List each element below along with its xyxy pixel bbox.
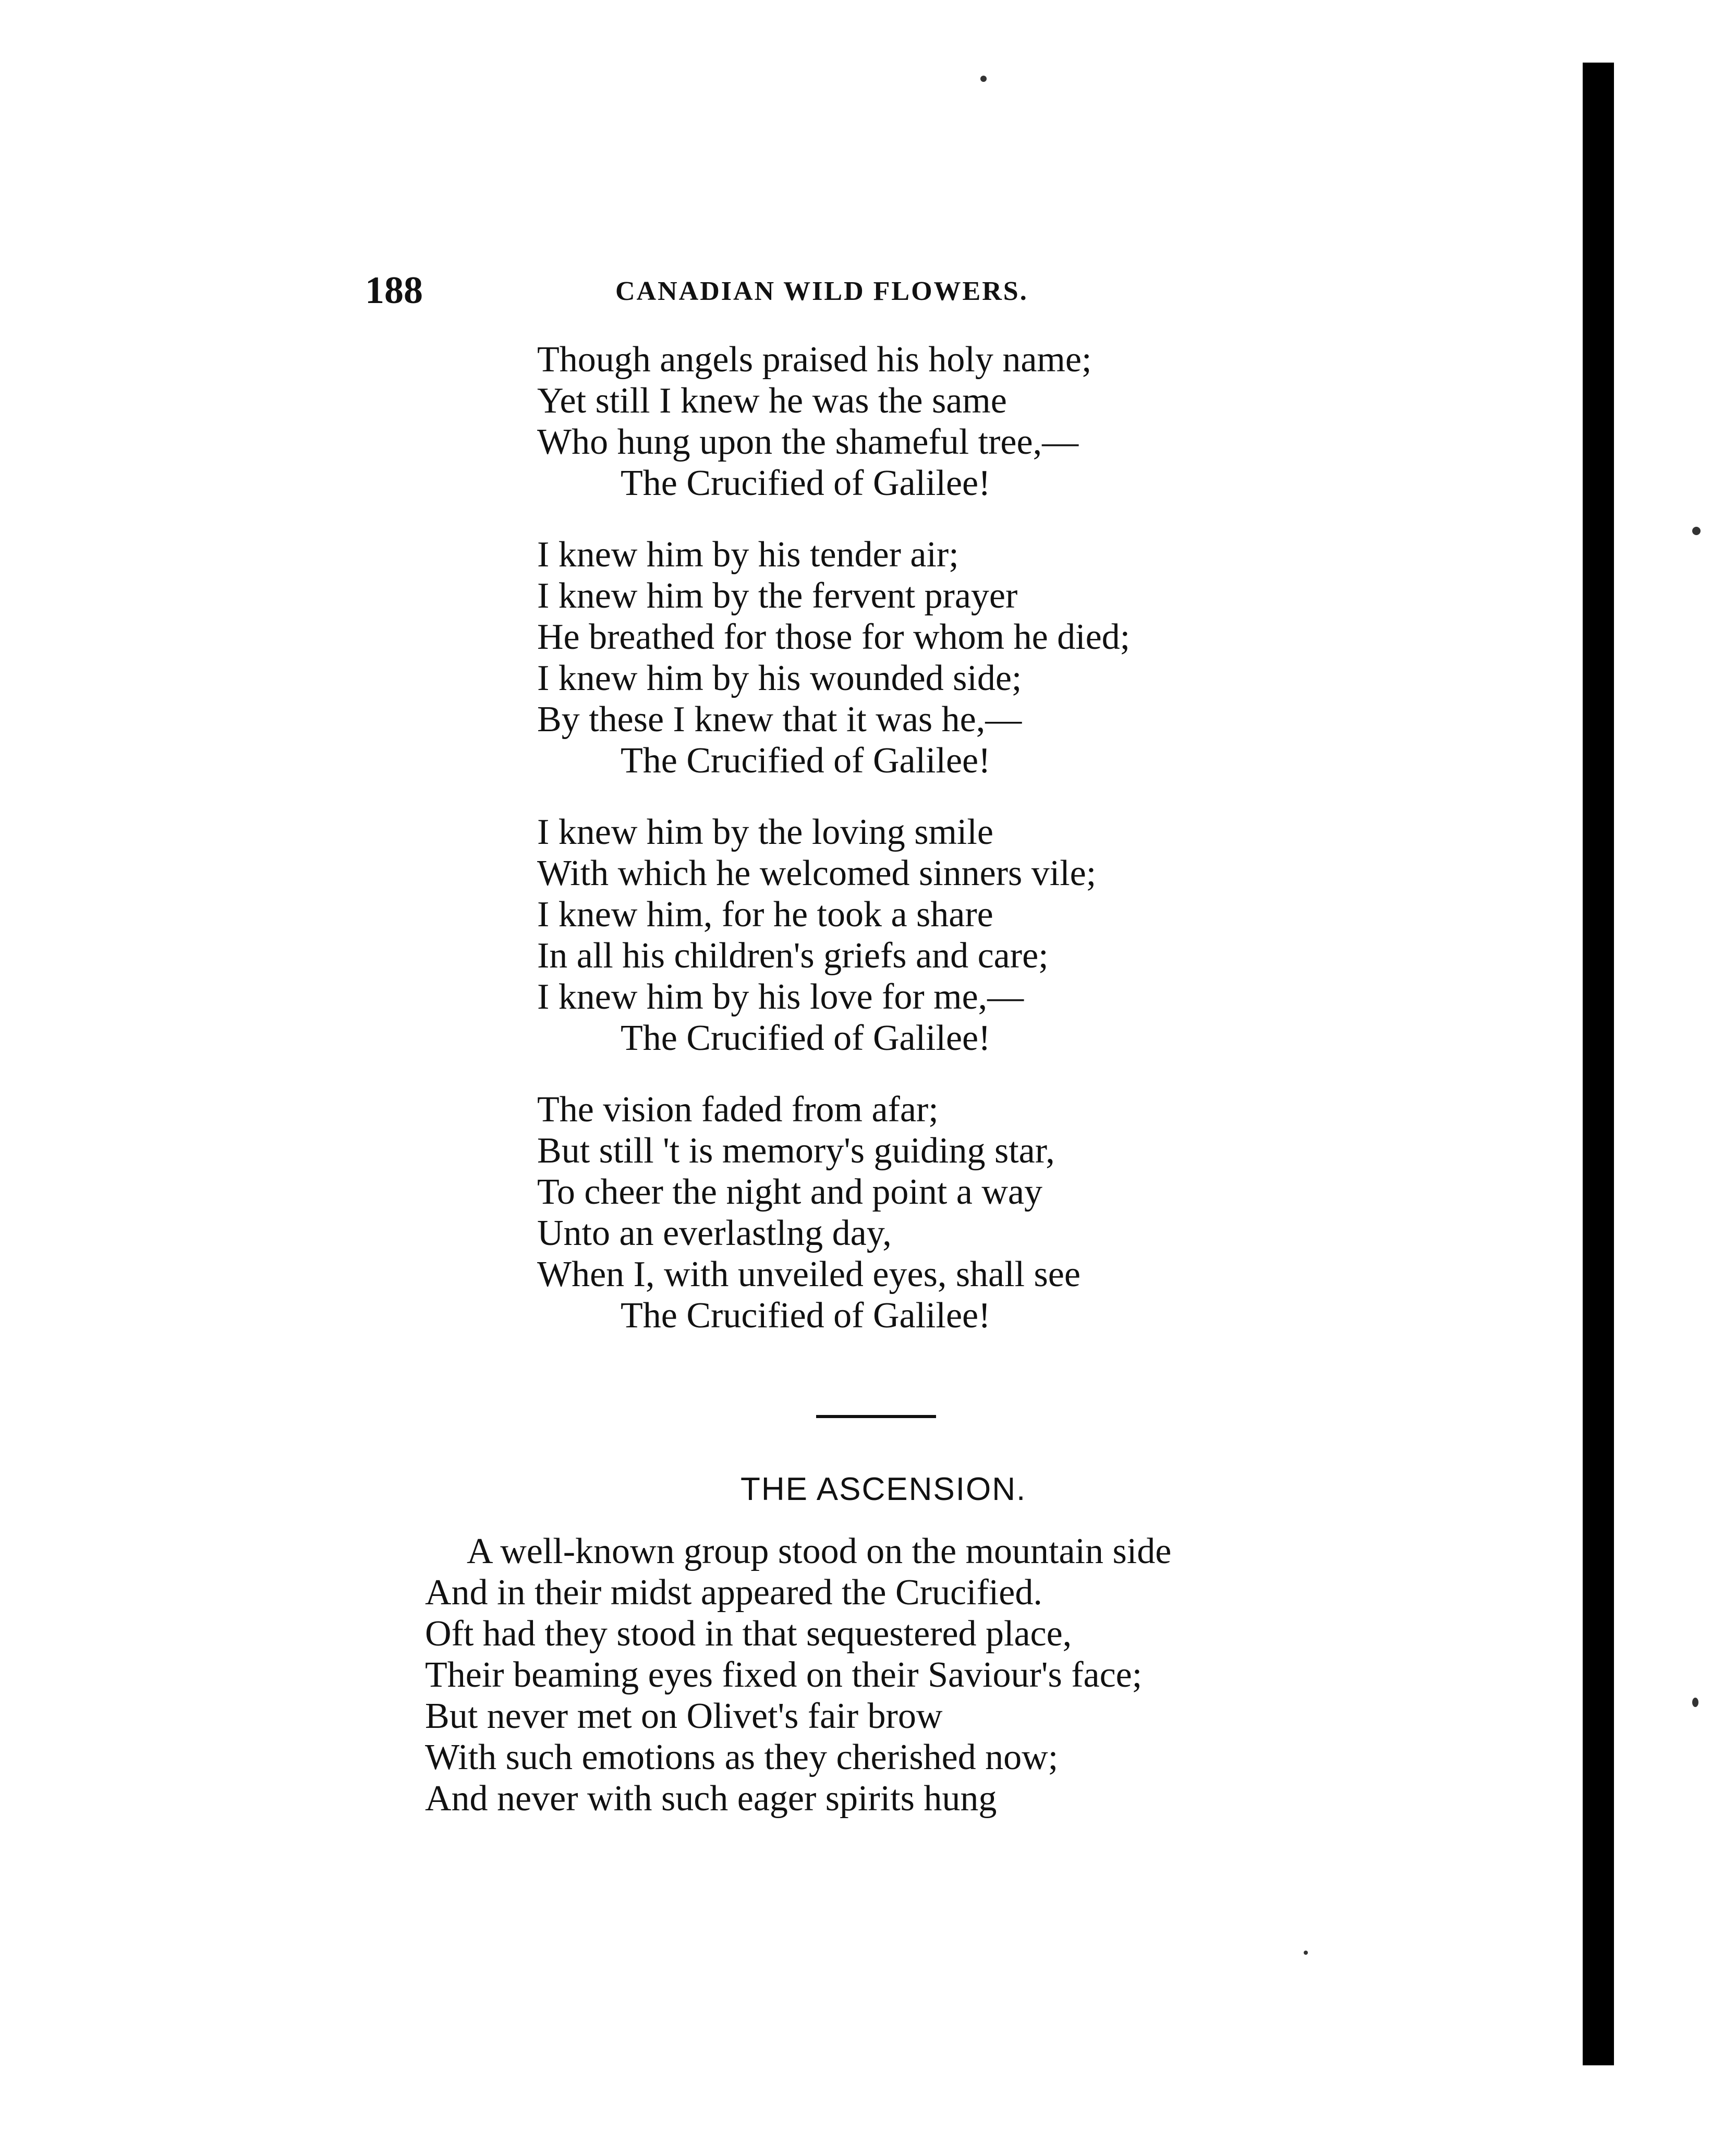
poem-line: He breathed for those for whom he died; (537, 617, 1131, 657)
poem-refrain: The Crucified of Galilee! (621, 1018, 991, 1058)
poem-refrain: The Crucified of Galilee! (621, 1296, 991, 1336)
ink-speck (1304, 1951, 1308, 1955)
ink-speck (1692, 527, 1701, 535)
ink-speck (1692, 1698, 1698, 1707)
poem-line: The vision faded from afar; (537, 1090, 939, 1130)
poem-line: Yet still I knew he was the same (537, 381, 1007, 421)
poem-line: To cheer the night and point a way (537, 1172, 1042, 1212)
stanza (537, 1089, 1450, 1336)
poem-line: A well-known group stood on the mountain side (467, 1531, 1172, 1571)
ascension-poem (425, 1531, 1458, 1819)
page-header (365, 269, 1199, 316)
stanza (537, 534, 1450, 781)
poem-line: I knew him, for he took a share (537, 894, 993, 935)
stanza (537, 339, 1450, 504)
section-divider (816, 1415, 936, 1418)
poem-line: With which he welcomed sinners vile; (537, 853, 1097, 893)
poem-line: And in their midst appeared the Crucified. (425, 1572, 1042, 1613)
poem-line: Unto an everlastlng day, (537, 1213, 892, 1253)
poem-line: I knew him by his love for me,— (537, 977, 1024, 1017)
poem-line: But never met on Olivet's fair brow (425, 1696, 943, 1736)
poem-line: In all his children's griefs and care; (537, 936, 1049, 976)
poem-line: I knew him by the loving smile (537, 812, 993, 852)
ink-speck (980, 76, 987, 82)
poem-line: Oft had they stood in that sequestered place, (425, 1614, 1072, 1654)
poem-line: I knew him by his tender air; (537, 535, 959, 575)
section-title: THE ASCENSION. (740, 1471, 1027, 1507)
stanza (537, 812, 1450, 1059)
running-head: CANADIAN WILD FLOWERS. (615, 276, 1028, 306)
poem-line: And never with such eager spirits hung (425, 1778, 997, 1819)
poem-refrain: The Crucified of Galilee! (621, 741, 991, 781)
poem-line: But still 't is memory's guiding star, (537, 1131, 1055, 1171)
poem-line: I knew him by the fervent prayer (537, 576, 1018, 616)
page-edge-shadow (1583, 63, 1614, 2065)
poem-line: I knew him by his wounded side; (537, 658, 1022, 698)
poem (537, 339, 1450, 1366)
poem-line: Their beaming eyes fixed on their Saviour's face; (425, 1655, 1143, 1695)
poem-line: When I, with unveiled eyes, shall see (537, 1254, 1081, 1294)
page-number: 188 (365, 269, 423, 312)
poem-refrain: The Crucified of Galilee! (621, 463, 991, 503)
poem-line: By these I knew that it was he,— (537, 699, 1022, 740)
poem-line: With such emotions as they cherished now; (425, 1737, 1059, 1777)
poem-line: Who hung upon the shameful tree,— (537, 422, 1079, 462)
poem-line: Though angels praised his holy name; (537, 340, 1092, 380)
